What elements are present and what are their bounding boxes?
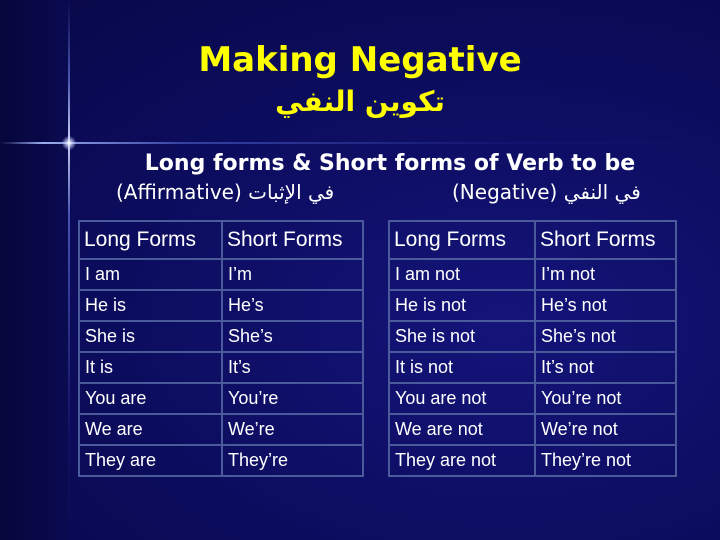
slide-title-arabic: تكوين النفي (275, 85, 445, 118)
short-form-cell: They’re not (535, 445, 676, 476)
table-row (389, 321, 676, 352)
left-decorative-band (0, 0, 68, 540)
long-form-cell: She is not (389, 321, 535, 352)
short-form-cell: I’m (222, 259, 363, 290)
long-form-cell: I am (79, 259, 222, 290)
negative-label: (Negative) في النفي (452, 180, 641, 204)
table-row (79, 383, 363, 414)
table-row (389, 445, 676, 476)
long-form-cell: He is not (389, 290, 535, 321)
long-form-cell: You are not (389, 383, 535, 414)
short-form-cell: She’s not (535, 321, 676, 352)
short-form-cell: He’s not (535, 290, 676, 321)
short-form-cell: It’s not (535, 352, 676, 383)
table-row (79, 259, 363, 290)
negative-table (388, 220, 677, 477)
long-form-cell: We are (79, 414, 222, 445)
short-form-cell: We’re not (535, 414, 676, 445)
table-row (79, 290, 363, 321)
table-header-row (79, 221, 363, 259)
table-row (389, 259, 676, 290)
table-row (389, 352, 676, 383)
table-row (389, 414, 676, 445)
short-form-cell: We’re (222, 414, 363, 445)
short-form-cell: They’re (222, 445, 363, 476)
long-form-cell: I am not (389, 259, 535, 290)
column-header-short-forms: Short Forms (535, 221, 676, 259)
slide-title: Making Negative (198, 40, 522, 80)
table-row (79, 321, 363, 352)
horizontal-light-line (0, 142, 720, 144)
short-form-cell: She’s (222, 321, 363, 352)
short-form-cell: He’s (222, 290, 363, 321)
sparkle-icon (62, 136, 76, 150)
long-form-cell: They are (79, 445, 222, 476)
table-row (389, 290, 676, 321)
long-form-cell: He is (79, 290, 222, 321)
affirmative-table (78, 220, 364, 477)
long-form-cell: She is (79, 321, 222, 352)
short-form-cell: I’m not (535, 259, 676, 290)
column-header-long-forms: Long Forms (79, 221, 222, 259)
vertical-light-line (68, 0, 70, 540)
long-form-cell: It is not (389, 352, 535, 383)
long-form-cell: They are not (389, 445, 535, 476)
short-form-cell: You’re (222, 383, 363, 414)
affirmative-label: (Affirmative) في الإثبات (116, 180, 335, 204)
short-form-cell: It’s (222, 352, 363, 383)
table-row (79, 414, 363, 445)
table-row (389, 383, 676, 414)
long-form-cell: We are not (389, 414, 535, 445)
table-header-row (389, 221, 676, 259)
column-header-long-forms: Long Forms (389, 221, 535, 259)
long-form-cell: It is (79, 352, 222, 383)
long-form-cell: You are (79, 383, 222, 414)
table-row (79, 445, 363, 476)
column-header-short-forms: Short Forms (222, 221, 363, 259)
short-form-cell: You’re not (535, 383, 676, 414)
table-row (79, 352, 363, 383)
slide-subtitle: Long forms & Short forms of Verb to be (144, 151, 636, 176)
